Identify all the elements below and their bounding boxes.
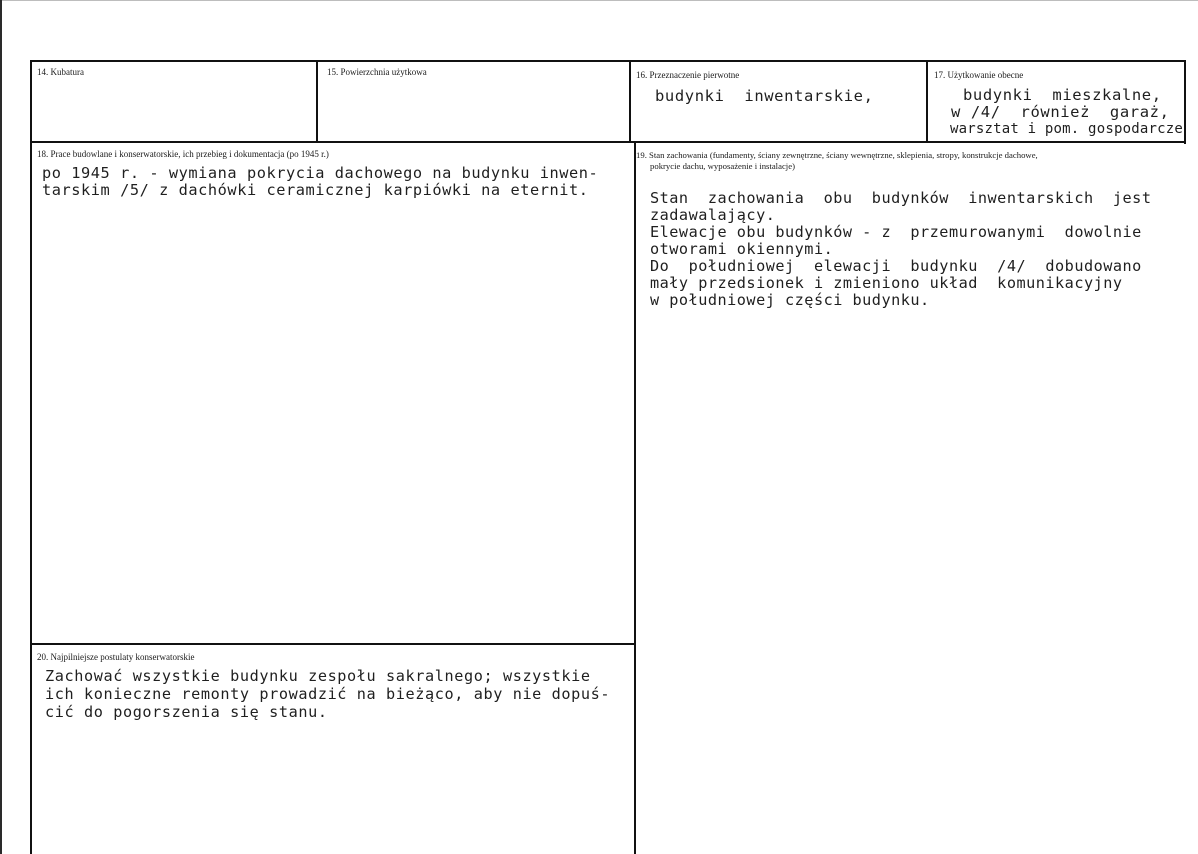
field-19-value-line-6: mały przedsionek i zmieniono układ komunikacyjny	[650, 274, 1123, 292]
field-19-value-line-4: otworami okiennymi.	[650, 240, 834, 258]
field-19-value-line-3: Elewacje obu budynków - z przemurowanymi dowolnie	[650, 223, 1142, 241]
field-19-value-line-2: zadawalający.	[650, 206, 776, 224]
column-divider-18-19	[634, 141, 636, 854]
field-20-value-line-3: cić do pogorszenia się stanu.	[45, 703, 328, 721]
form-section-divider-left	[30, 643, 636, 645]
field-14-label: 14. Kubatura	[37, 67, 84, 77]
field-20-label: 20. Najpilniejsze postulaty konserwatorskie	[37, 652, 195, 662]
form-top-border	[30, 60, 1186, 62]
field-17-value-line-1: budynki mieszkalne,	[963, 86, 1162, 104]
field-18-value-line-1: po 1945 r. - wymiana pokrycia dachowego na budynku inwen-	[42, 164, 599, 182]
field-16-label: 16. Przeznaczenie pierwotne	[636, 70, 740, 80]
field-16-value: budynki inwentarskie,	[655, 87, 874, 105]
field-19-value-line-1: Stan zachowania obu budynków inwentarskich jest	[650, 189, 1152, 207]
field-17-value-line-2: w /4/ również garaż,	[951, 103, 1170, 121]
field-20-value-line-2: ich konieczne remonty prowadzić na bieżąco, aby nie dopuś-	[45, 685, 611, 703]
field-20-value-line-1: Zachować wszystkie budynku zespołu sakralnego; wszystkie	[45, 667, 591, 685]
column-divider-16-17	[926, 60, 928, 143]
scan-left-edge	[0, 0, 2, 854]
field-18-label: 18. Prace budowlane i konserwatorskie, ich przebieg i dokumentacja (po 1945 r.)	[37, 149, 329, 159]
field-19-value-line-5: Do południowej elewacji budynku /4/ dobudowano	[650, 257, 1142, 275]
field-19-value-line-7: w południowej części budynku.	[650, 291, 930, 309]
field-18-value-line-2: tarskim /5/ z dachówki ceramicznej karpiówki na eternit.	[42, 181, 589, 199]
column-divider-center	[629, 60, 631, 143]
page-top-edge	[0, 0, 1198, 1]
field-17-value-line-3: warsztat i pom. gospodarcze	[950, 121, 1183, 137]
form-row-divider	[30, 141, 1186, 143]
column-divider-14-15	[316, 60, 318, 143]
field-19-label-line-2: pokrycie dachu, wyposażenie i instalacje)	[650, 161, 795, 171]
field-17-label: 17. Użytkowanie obecne	[934, 70, 1024, 80]
form-left-border	[30, 60, 32, 854]
form-right-border	[1184, 60, 1186, 144]
field-19-label-line-1: 19. Stan zachowania (fundamenty, ściany zewnętrzne, ściany wewnętrzne, sklepienia, stropy, konstrukcje dachowe,	[636, 150, 1038, 160]
field-15-label: 15. Powierzchnia użytkowa	[327, 67, 427, 77]
